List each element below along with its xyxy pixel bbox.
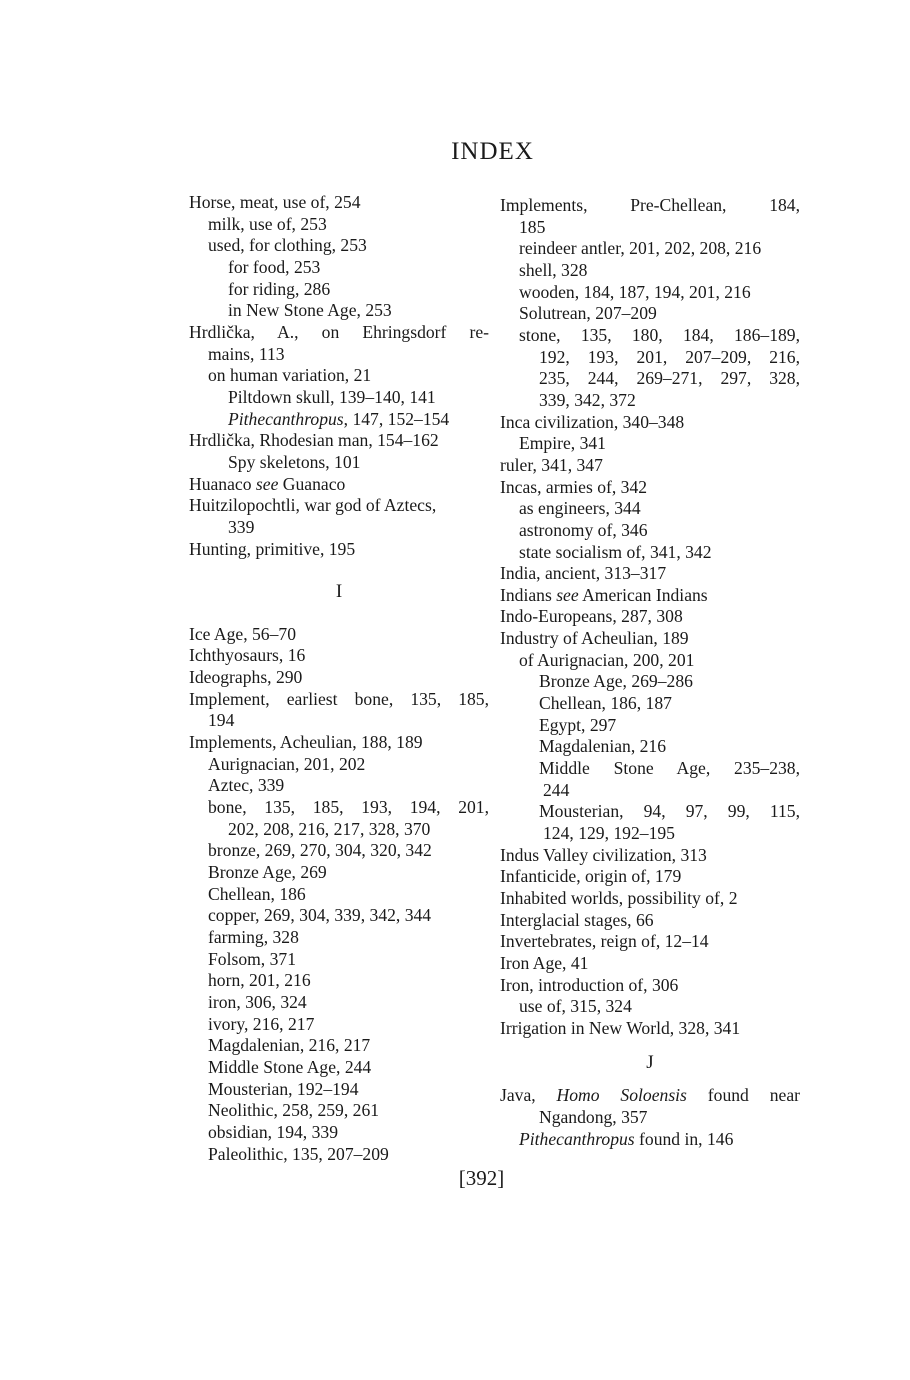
index-entry: 192, 193, 201, 207–209, 216, — [539, 346, 800, 367]
section-letter-i: I — [335, 581, 343, 603]
index-entry: Implement, earliest bone, 135, 185, — [189, 688, 489, 709]
index-entry: bone, 135, 185, 193, 194, 201, — [208, 797, 489, 818]
index-entry: bronze, 269, 270, 304, 320, 342 — [208, 840, 432, 861]
index-entry: reindeer antler, 201, 202, 208, 216 — [519, 238, 762, 259]
index-entry: of Aurignacian, 200, 201 — [519, 649, 695, 670]
index-entry: Huitzilopochtli, war god of Aztecs, — [189, 495, 437, 516]
index-entry: Piltdown skull, 139–140, 141 — [228, 386, 436, 407]
index-entry: Chellean, 186 — [208, 883, 306, 904]
index-entry: for riding, 286 — [228, 278, 331, 299]
index-entry: on human variation, 21 — [208, 365, 372, 386]
index-entry: Industry of Acheulian, 189 — [500, 628, 689, 649]
index-entry: Aurignacian, 201, 202 — [208, 753, 366, 774]
index-entry: Paleolithic, 135, 207–209 — [208, 1143, 389, 1164]
index-entry: Infanticide, origin of, 179 — [500, 866, 682, 887]
index-entry: Iron Age, 41 — [500, 952, 589, 973]
index-entry: Mousterian, 94, 97, 99, 115, — [539, 801, 800, 822]
index-entry: Indus Valley civilization, 313 — [500, 844, 707, 865]
index-entry: Java, Homo Soloensis found near — [500, 1085, 800, 1106]
index-entry: Huanaco see Guanaco — [189, 473, 346, 494]
index-entry: Egypt, 297 — [539, 714, 617, 735]
index-entry: use of, 315, 324 — [519, 996, 632, 1017]
index-column-left — [189, 192, 489, 1165]
index-entry: India, ancient, 313–317 — [500, 563, 667, 584]
index-entry: Invertebrates, reign of, 12–14 — [500, 931, 709, 952]
j-entries — [500, 1085, 800, 1150]
index-entry: as engineers, 344 — [519, 498, 641, 519]
index-entry: Inhabited worlds, possibility of, 2 — [500, 888, 738, 908]
section-letter-j: J — [646, 1051, 654, 1073]
index-entry: Irrigation in New World, 328, 341 — [500, 1017, 741, 1038]
index-entry: Chellean, 186, 187 — [539, 693, 672, 714]
index-entry: Iron, introduction of, 306 — [500, 974, 679, 995]
index-entry: mains, 113 — [208, 343, 285, 364]
index-entry: Magdalenian, 216, 217 — [208, 1035, 371, 1056]
index-entry: ivory, 216, 217 — [208, 1013, 315, 1034]
index-entry: stone, 135, 180, 184, 186–189, — [519, 324, 800, 345]
index-entry: horn, 201, 216 — [208, 970, 311, 991]
index-entry: Magdalenian, 216 — [539, 736, 667, 757]
index-entry: copper, 269, 304, 339, 342, 344 — [208, 905, 432, 926]
index-entry: Bronze Age, 269 — [208, 862, 327, 883]
index-entry: astronomy of, 346 — [519, 519, 648, 540]
index-entry: farming, 328 — [208, 927, 299, 947]
index-entry: 339, 342, 372 — [539, 389, 636, 410]
index-entry: Incas, armies of, 342 — [500, 476, 648, 497]
index-entry: obsidian, 194, 339 — [208, 1121, 338, 1142]
index-entry: Hrdlička, Rhodesian man, 154–162 — [189, 430, 439, 451]
index-entry: Pithecanthropus, 147, 152–154 — [228, 408, 450, 429]
index-entry: in New Stone Age, 253 — [228, 300, 392, 321]
index-entry: iron, 306, 324 — [208, 991, 307, 1012]
index-entry: 339 — [228, 516, 255, 537]
h-entries — [189, 192, 489, 560]
index-column-right — [500, 195, 800, 1150]
index-entry: Indo-Europeans, 287, 308 — [500, 606, 683, 627]
index-entry: 124, 129, 192–195 — [543, 823, 675, 844]
page-number: [392] — [458, 1166, 505, 1190]
index-entry: Bronze Age, 269–286 — [539, 671, 693, 692]
index-entry: Mousterian, 192–194 — [208, 1078, 359, 1099]
index-entry: Middle Stone Age, 235–238, — [539, 758, 800, 779]
index-entry: 194 — [208, 710, 235, 731]
index-entry: Implements, Pre-Chellean, 184, — [500, 195, 800, 215]
index-entry: wooden, 184, 187, 194, 201, 216 — [519, 281, 751, 302]
index-entry: 202, 208, 216, 217, 328, 370 — [228, 818, 431, 839]
index-entry: Aztec, 339 — [208, 775, 285, 796]
index-entry: Pithecanthropus found in, 146 — [519, 1128, 734, 1149]
index-entry: Middle Stone Age, 244 — [208, 1056, 372, 1077]
index-entry: ruler, 341, 347 — [500, 454, 603, 475]
index-entry: used, for clothing, 253 — [208, 235, 367, 256]
index-entry: 244 — [543, 779, 570, 800]
index-entry: Ice Age, 56–70 — [189, 623, 296, 644]
index-entry: shell, 328 — [519, 259, 588, 280]
index-entry: Ichthyosaurs, 16 — [189, 645, 306, 666]
index-entry: state socialism of, 341, 342 — [519, 541, 712, 562]
index-entry: Hunting, primitive, 195 — [189, 538, 356, 559]
index-entry: Hrdlička, A., on Ehringsdorf re- — [189, 321, 489, 342]
index-entry: Spy skeletons, 101 — [228, 451, 361, 472]
index-entry: 185 — [519, 216, 546, 237]
page-title: INDEX — [451, 138, 534, 165]
index-entry: Neolithic, 258, 259, 261 — [208, 1100, 380, 1121]
i-entries — [189, 624, 489, 1165]
index-entry: Folsom, 371 — [208, 948, 296, 969]
index-entry: Indians see American Indians — [500, 584, 708, 605]
index-entry: 235, 244, 269–271, 297, 328, — [539, 368, 800, 389]
index-entry: Empire, 341 — [519, 433, 606, 454]
index-entry: Inca civilization, 340–348 — [500, 411, 685, 432]
index-entry: Ideographs, 290 — [189, 667, 303, 688]
index-entry: Implements, Acheulian, 188, 189 — [189, 732, 423, 753]
index-entry: for food, 253 — [228, 256, 321, 277]
index-entry: Ngandong, 357 — [539, 1106, 648, 1127]
index-entry: Horse, meat, use of, 254 — [189, 192, 361, 212]
index-entry: Solutrean, 207–209 — [519, 303, 657, 324]
i-entries-continued — [500, 195, 800, 1040]
index-entry: Interglacial stages, 66 — [500, 909, 654, 930]
index-entry: milk, use of, 253 — [208, 213, 327, 234]
